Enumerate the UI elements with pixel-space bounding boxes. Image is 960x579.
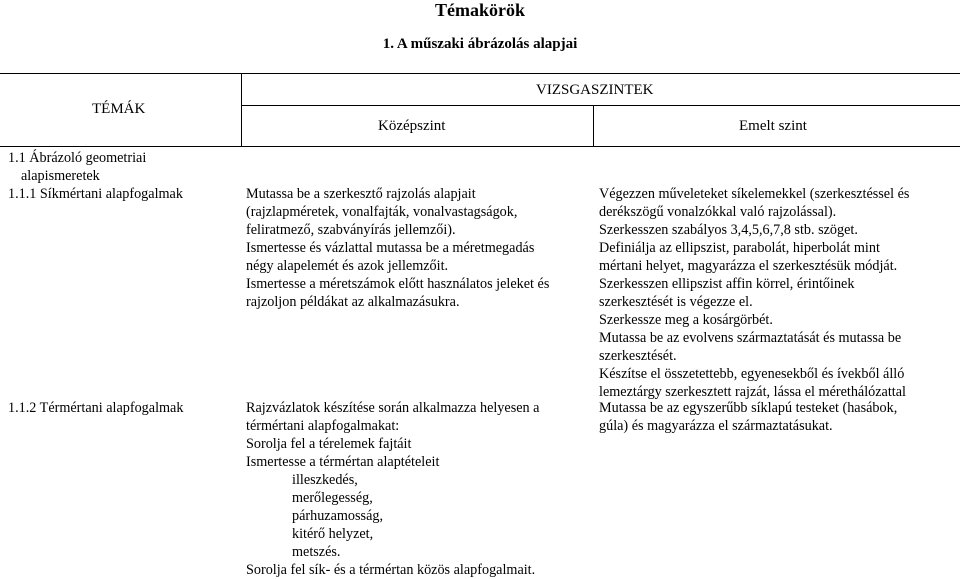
text-line: (rajzlapméretek, vonalfajták, vonalvastagságok,	[246, 204, 518, 220]
list-item: kitérő helyzet,	[292, 526, 374, 542]
text-line: térmértani alapfogalmakat:	[246, 418, 400, 434]
text-line: feliratmező, szabványírás jellemzői).	[246, 222, 456, 238]
text-line: Sorolja fel a térelemek fajtáit	[246, 436, 412, 452]
text-line: Ismertesse a térmértan alaptételeit	[246, 454, 440, 470]
text-line: Szerkesszen szabályos 3,4,5,6,7,8 stb. szöget.	[599, 222, 858, 238]
table-top-border	[0, 73, 960, 74]
text-line: Szerkessze meg a kosárgörbét.	[599, 312, 773, 328]
text-line: mértani helyet, magyarázza el szerkesztésük módját.	[599, 258, 898, 274]
topics-column-divider	[241, 73, 242, 146]
levels-divider	[241, 105, 960, 106]
levels-column-divider	[593, 105, 594, 146]
text-line: lemeztárgy szerkesztett rajzát, lássa el mérethálózattal	[599, 384, 906, 400]
header-topics: TÉMÁK	[92, 101, 146, 117]
text-line: Definiálja az ellipszist, parabolát, hiperbolát mint	[599, 240, 880, 256]
text-line: Készítse el összetettebb, egyenesekből és ívekből álló	[599, 366, 905, 382]
text-line: rajzoljon példákat az alkalmazásukra.	[246, 294, 460, 310]
header-bottom-border	[0, 146, 960, 147]
row2-advanced-level-text	[599, 399, 897, 435]
header-mid-level: Középszint	[378, 118, 446, 134]
row1-advanced-level-text	[599, 185, 909, 401]
text-line: Végezzen műveleteket síkelemekkel (szerkesztéssel és	[599, 186, 910, 202]
text-line: gúla) és magyarázza el származtatásukat.	[599, 418, 833, 434]
text-line: Ismertesse a méretszámok előtt használatos jeleket és	[246, 276, 550, 292]
page-subtitle: 1. A műszaki ábrázolás alapjai	[382, 36, 578, 52]
section-heading	[8, 149, 146, 185]
text-line: derékszögű vonalzókkal való rajzolással).	[599, 204, 837, 220]
row1-topic: 1.1.1 Síkmértani alapfogalmak	[8, 186, 183, 202]
list-item: metszés.	[292, 544, 341, 560]
row1-mid-level-text	[246, 185, 549, 311]
header-exam-levels: VIZSGASZINTEK	[536, 82, 654, 98]
list-item: illeszkedés,	[292, 472, 358, 488]
list-item: párhuzamosság,	[292, 508, 384, 524]
header-advanced-level: Emelt szint	[739, 118, 807, 134]
text-line: Rajzvázlatok készítése során alkalmazza helyesen a	[246, 400, 540, 416]
text-line: Sorolja fel sík- és a térmértan közös alapfogalmait.	[246, 562, 536, 578]
text-line: Ismertesse és vázlattal mutassa be a méretmegadás	[246, 240, 535, 256]
page-title: Témakörök	[435, 0, 525, 20]
text-line: négy alapelemét és azok jellemzőit.	[246, 258, 449, 274]
text-line: Mutassa be a szerkesztő rajzolás alapjait	[246, 186, 476, 202]
section-heading-line: alapismeretek	[21, 168, 100, 184]
row2-topic: 1.1.2 Térmértani alapfogalmak	[8, 400, 184, 416]
text-line: Szerkesszen ellipszist affin körrel, érintőinek	[599, 276, 855, 292]
text-line: szerkesztését.	[599, 348, 677, 364]
text-line: Mutassa be az evolvens származtatását és mutassa be	[599, 330, 902, 346]
row2-mid-level-text	[246, 399, 539, 579]
list-item: merőlegesség,	[292, 490, 373, 506]
text-line: Mutassa be az egyszerűbb síklapú testeket (hasábok,	[599, 400, 898, 416]
text-line: szerkesztését is végezze el.	[599, 294, 753, 310]
section-heading-line: 1.1 Ábrázoló geometriai	[8, 150, 147, 166]
